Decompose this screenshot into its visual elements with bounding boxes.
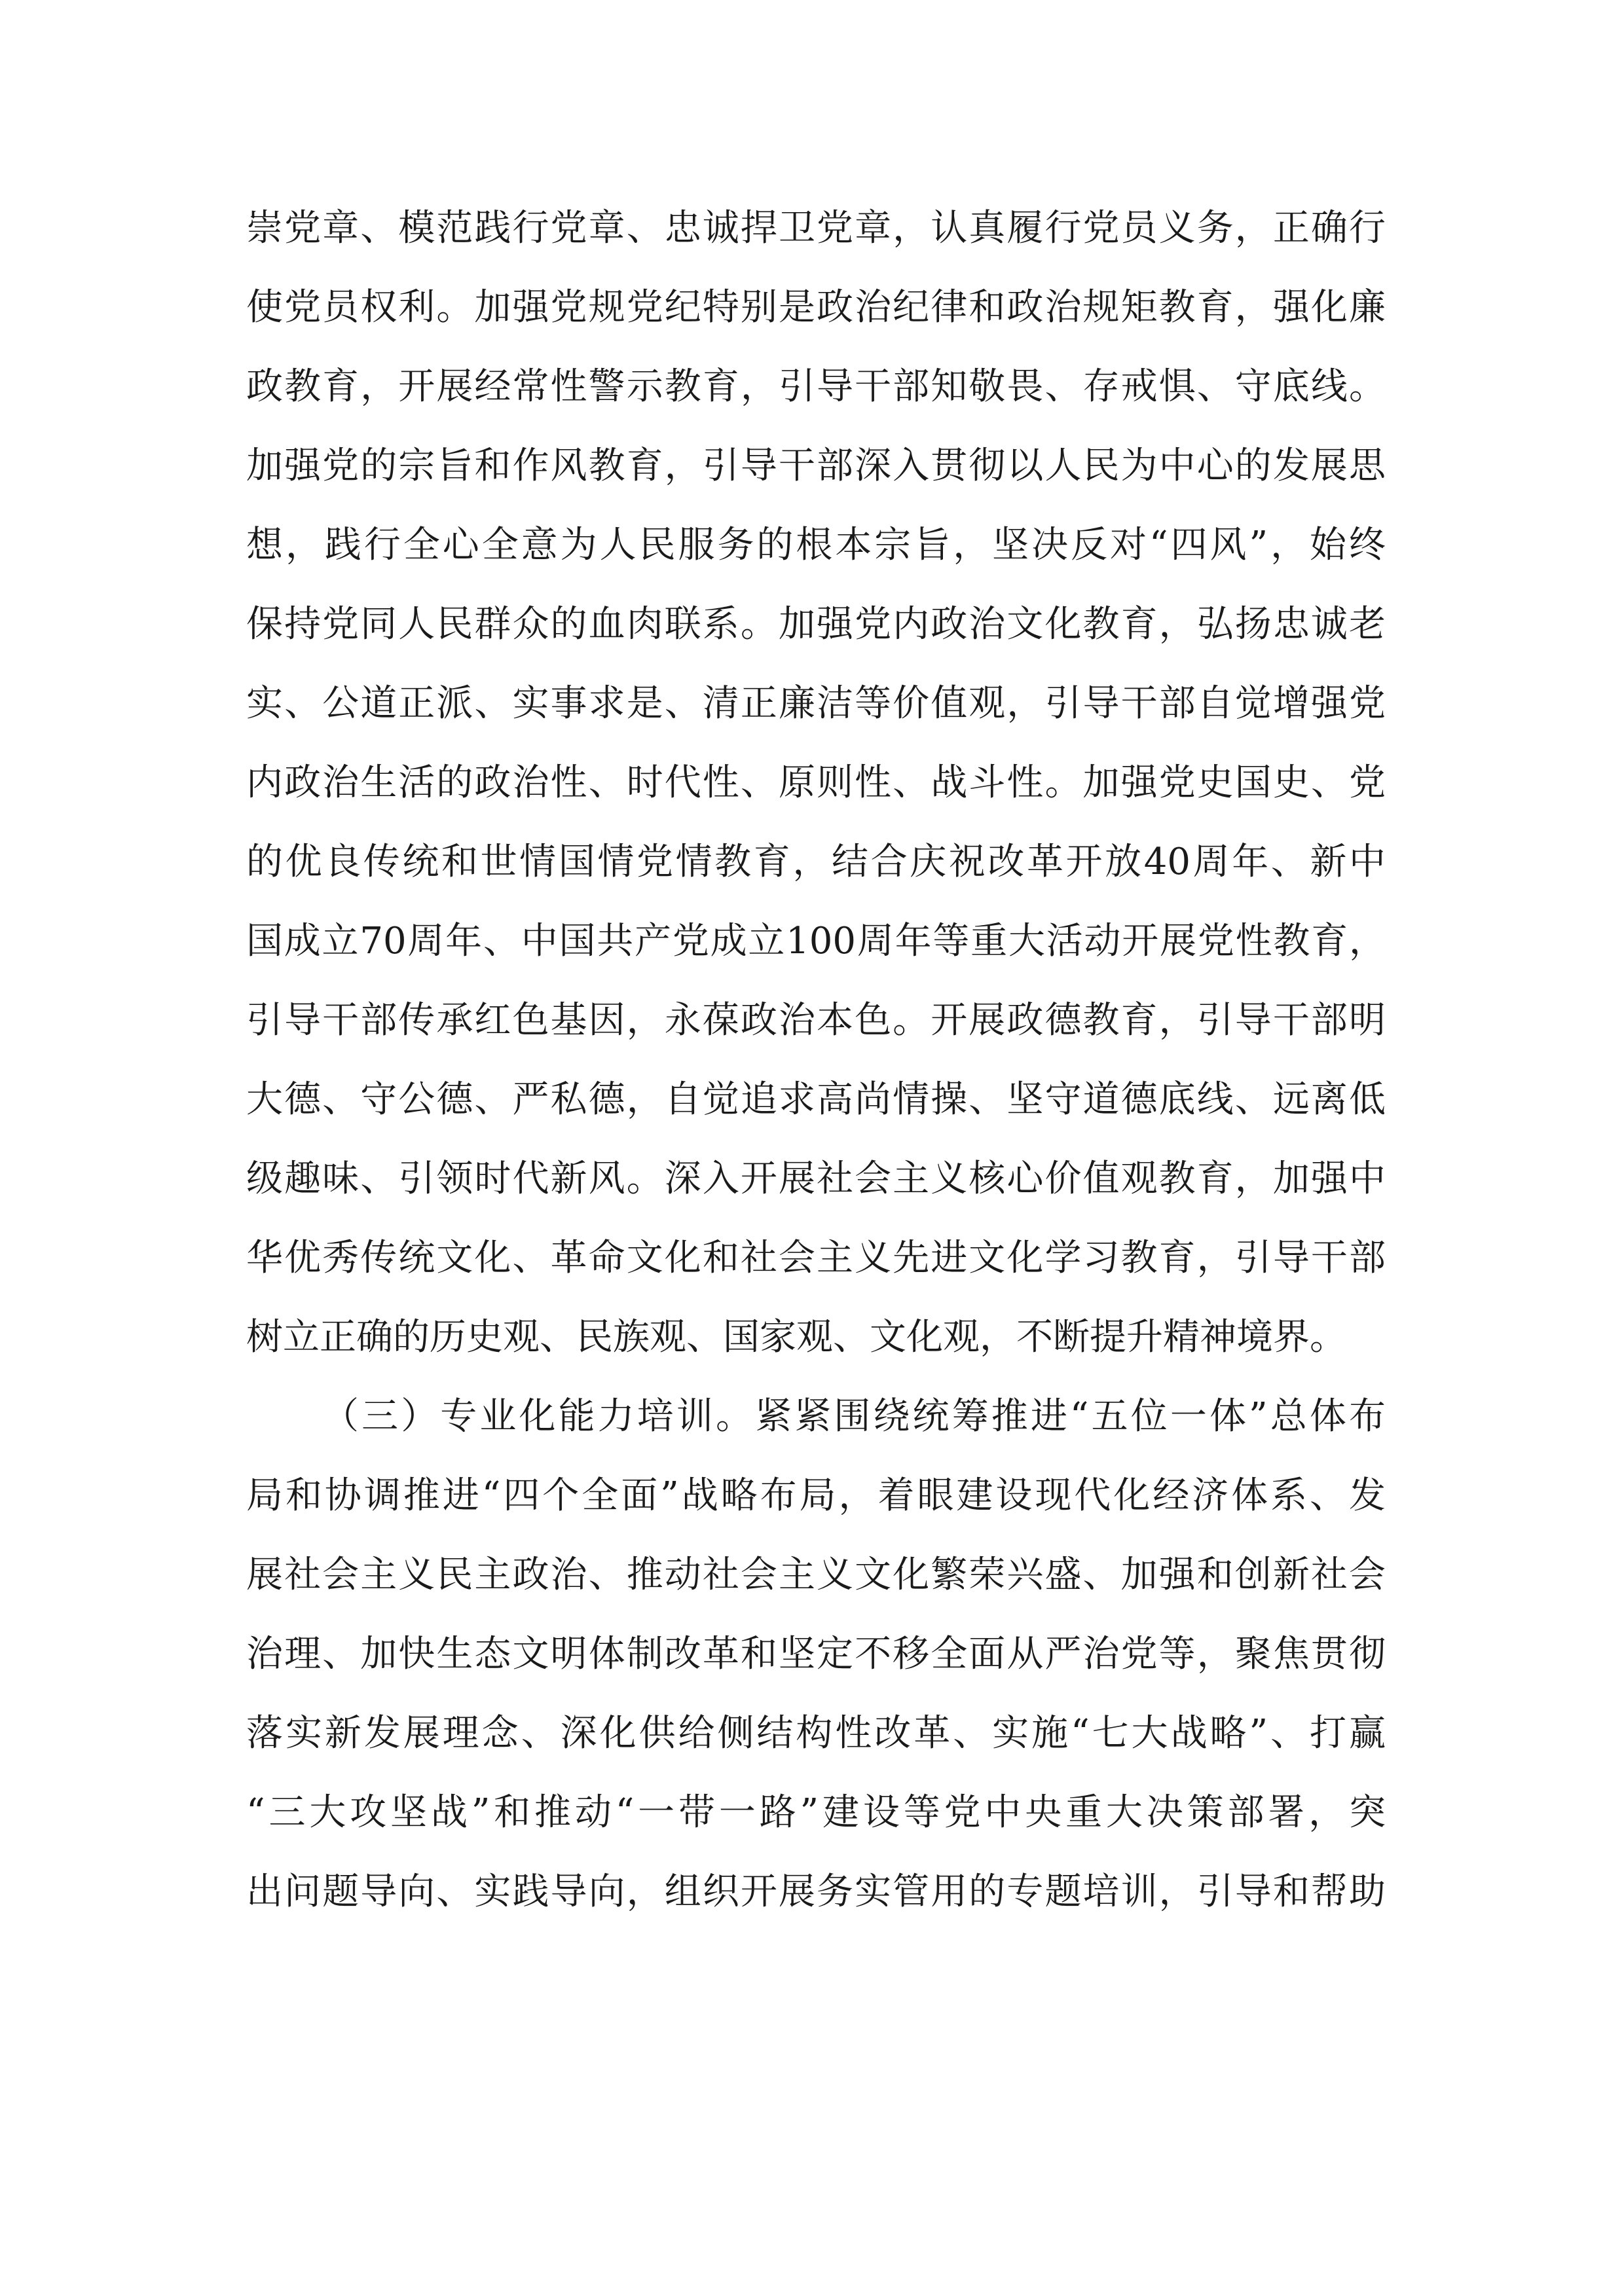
body-text-line: “三大攻坚战”和推动“一带一路”建设等党中央重大决策部署，突 xyxy=(246,1791,1386,1834)
body-text-line: 实、公道正派、实事求是、清正廉洁等价值观，引导干部自觉增强党 xyxy=(246,682,1386,725)
body-text-line: 国成立70周年、中国共产党成立100周年等重大活动开展党性教育， xyxy=(246,920,1386,962)
body-text-line: 引导干部传承红色基因，永葆政治本色。开展政德教育，引导干部明 xyxy=(246,999,1386,1042)
body-text-line: 出问题导向、实践导向，组织开展务实管用的专题培训，引导和帮助 xyxy=(246,1870,1386,1913)
body-text-line: 崇党章、模范践行党章、忠诚捍卫党章，认真履行党员义务，正确行 xyxy=(246,207,1386,249)
body-text-line: 使党员权利。加强党规党纪特别是政治纪律和政治规矩教育，强化廉 xyxy=(246,286,1386,329)
body-text-line: 政教育，开展经常性警示教育，引导干部知敬畏、存戒惧、守底线。 xyxy=(246,365,1386,408)
section-heading-line: （三）专业化能力培训。紧紧围绕统筹推进“五位一体”总体布 xyxy=(322,1395,1386,1438)
body-text-line: 大德、守公德、严私德，自觉追求高尚情操、坚守道德底线、远离低 xyxy=(246,1078,1386,1121)
body-text-line: 落实新发展理念、深化供给侧结构性改革、实施“七大战略”、打赢 xyxy=(246,1712,1386,1755)
body-text-line: 的优良传统和世情国情党情教育，结合庆祝改革开放40周年、新中 xyxy=(246,841,1386,883)
body-text-line: 想，践行全心全意为人民服务的根本宗旨，坚决反对“四风”，始终 xyxy=(246,524,1386,566)
paragraph-end-line: 树立正确的历史观、民族观、国家观、文化观，不断提升精神境界。 xyxy=(246,1316,1346,1358)
body-text-line: 加强党的宗旨和作风教育，引导干部深入贯彻以人民为中心的发展思 xyxy=(246,445,1386,487)
body-text-line: 展社会主义民主政治、推动社会主义文化繁荣兴盛、加强和创新社会 xyxy=(246,1554,1386,1596)
body-text-line: 华优秀传统文化、革命文化和社会主义先进文化学习教育，引导干部 xyxy=(246,1237,1386,1279)
body-text-line: 保持党同人民群众的血肉联系。加强党内政治文化教育，弘扬忠诚老 xyxy=(246,603,1386,646)
body-text-line: 内政治生活的政治性、时代性、原则性、战斗性。加强党史国史、党 xyxy=(246,761,1386,804)
body-text-line: 局和协调推进“四个全面”战略布局，着眼建设现代化经济体系、发 xyxy=(246,1474,1386,1517)
body-text-line: 治理、加快生态文明体制改革和坚定不移全面从严治党等，聚焦贯彻 xyxy=(246,1633,1386,1675)
body-text-line: 级趣味、引领时代新风。深入开展社会主义核心价值观教育，加强中 xyxy=(246,1157,1386,1200)
